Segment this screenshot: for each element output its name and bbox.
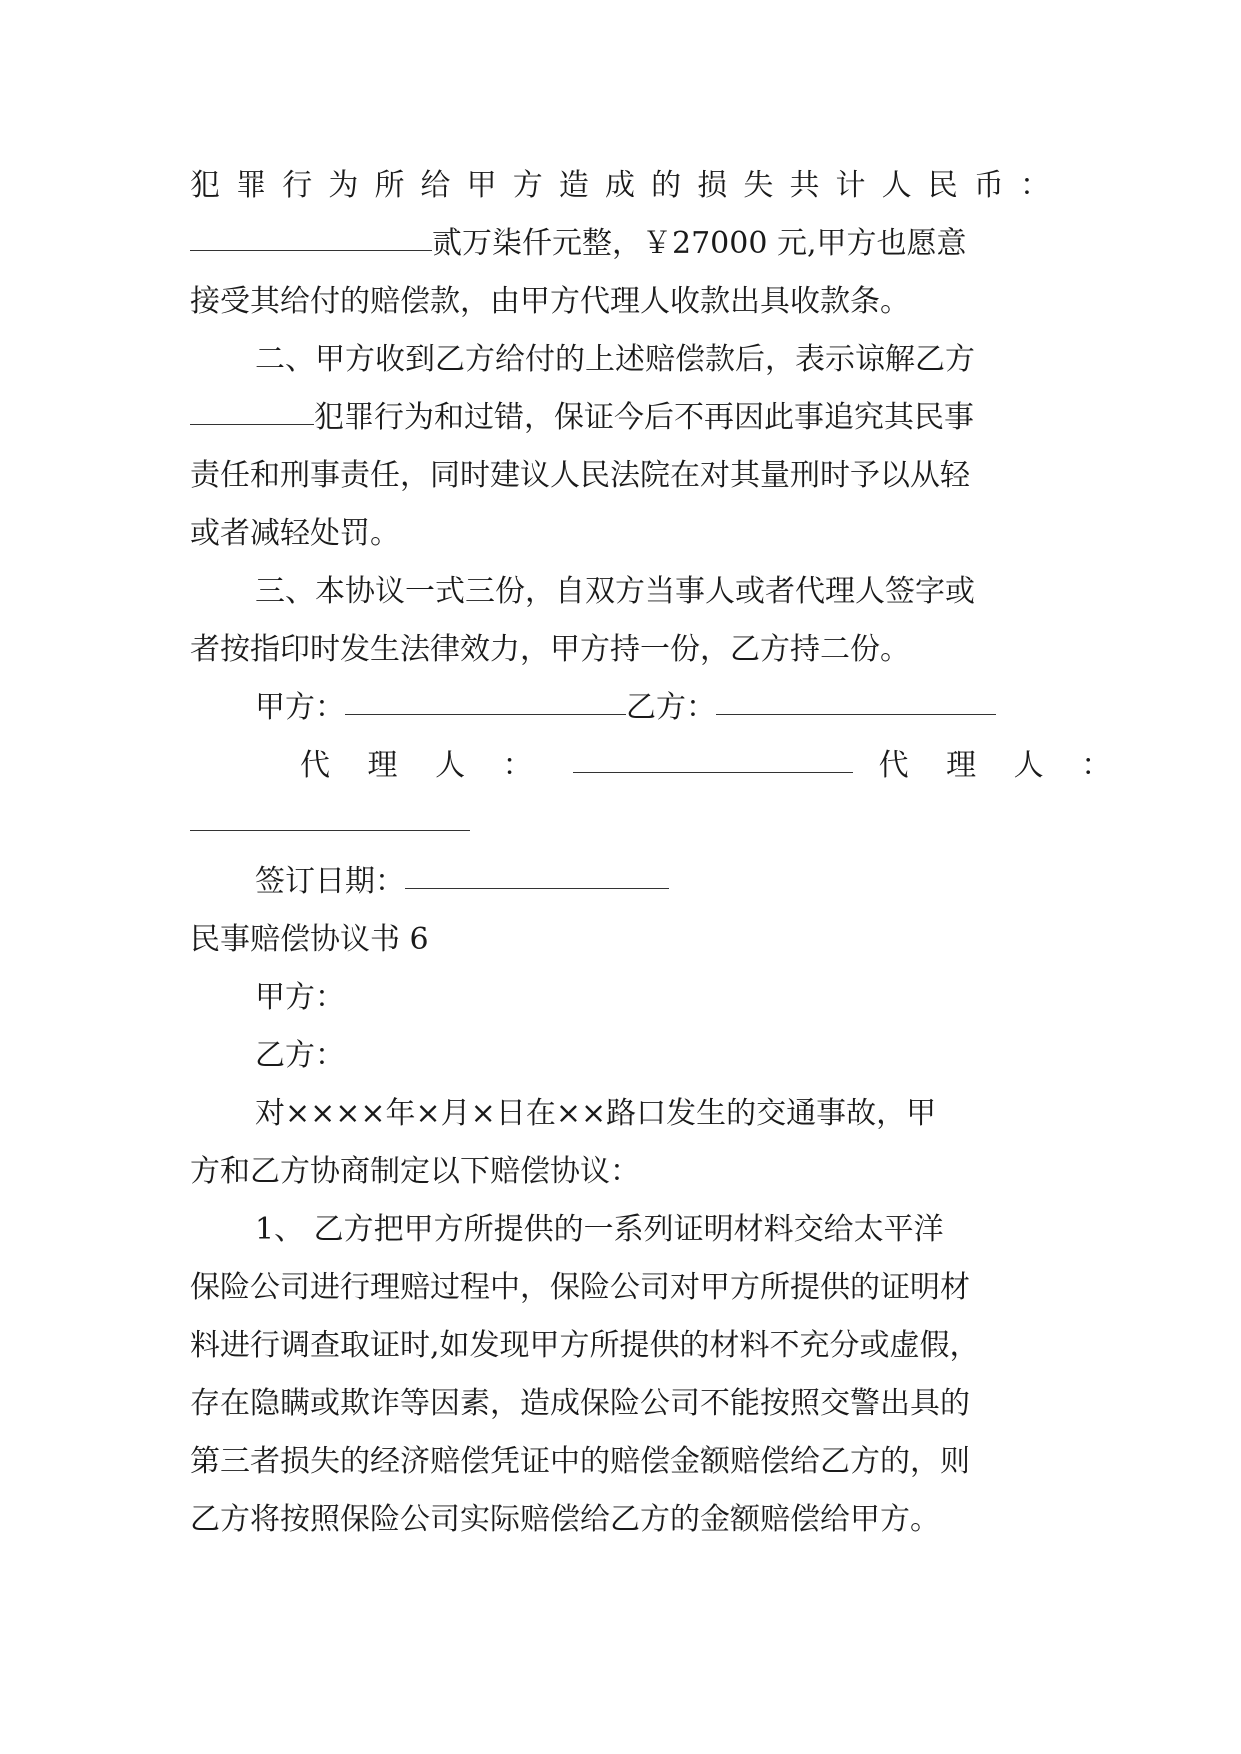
paragraph-5-line-6: 乙方将按照保险公司实际赔偿给乙方的金额赔偿给甲方。: [190, 1502, 940, 1537]
agreement-6-party-b: 乙方：: [255, 1038, 345, 1073]
paragraph-2-line-2-text: 犯罪行为和过错，保证今后不再因此事追究其民事: [314, 400, 974, 435]
paragraph-1-line-3: 接受其给付的赔偿款，由甲方代理人收款出具收款条。: [190, 284, 910, 319]
paragraph-4-line-1: 对××××年×月×日在××路口发生的交通事故，甲: [255, 1096, 937, 1131]
agreement-6-title: 民事赔偿协议书 6: [190, 922, 429, 957]
blank-line: [716, 713, 996, 715]
paragraph-5-line-1: 1、 乙方把甲方所提供的一系列证明材料交给太平洋: [255, 1212, 944, 1247]
signature-parties: [255, 688, 1050, 728]
blank-line: [190, 423, 314, 425]
blank-line: [345, 713, 626, 715]
paragraph-2-line-1: 二、甲方收到乙方给付的上述赔偿款后，表示谅解乙方: [255, 342, 975, 377]
signature-agent-b-blank: [190, 804, 1050, 844]
paragraph-5-line-2: 保险公司进行理赔过程中，保险公司对甲方所提供的证明材: [190, 1270, 970, 1305]
party-b-label: 乙方：: [626, 690, 716, 725]
paragraph-3-line-2: 者按指印时发生法律效力，甲方持一份，乙方持二份。: [190, 632, 910, 667]
agent-a-label: 代 理 人 ：: [300, 748, 547, 783]
agent-b-label: 代 理 人 ：: [878, 748, 1126, 783]
sign-date-label: 签订日期：: [255, 864, 405, 899]
blank-line: [190, 249, 432, 251]
paragraph-4-line-2: 方和乙方协商制定以下赔偿协议：: [190, 1154, 640, 1189]
blank-line: [573, 771, 853, 773]
paragraph-5-line-4: 存在隐瞒或欺诈等因素，造成保险公司不能按照交警出具的: [190, 1386, 970, 1421]
amount-text: 贰万柒仟元整，￥27000 元,甲方也愿意: [432, 226, 967, 261]
blank-line: [190, 829, 470, 831]
paragraph-3-line-1: 三、本协议一式三份，自双方当事人或者代理人签字或: [255, 574, 975, 609]
paragraph-2-line-2: [190, 398, 1050, 438]
paragraph-2-line-3: 责任和刑事责任，同时建议人民法院在对其量刑时予以从轻: [190, 458, 970, 493]
paragraph-2-line-4: 或者减轻处罚。: [190, 516, 400, 551]
paragraph-1-line-1: 犯 罪 行 为 所 给 甲 方 造 成 的 损 失 共 计 人 民 币 ：: [190, 168, 1050, 203]
signature-agents: [300, 746, 1126, 786]
paragraph-1-line-2: [190, 224, 1050, 264]
paragraph-5-line-3: 料进行调查取证时,如发现甲方所提供的材料不充分或虚假，: [190, 1328, 980, 1363]
blank-line: [405, 887, 669, 889]
signature-date: [255, 862, 1050, 902]
paragraph-5-line-5: 第三者损失的经济赔偿凭证中的赔偿金额赔偿给乙方的，则: [190, 1444, 970, 1479]
agreement-6-party-a: 甲方：: [255, 980, 345, 1015]
party-a-label: 甲方：: [255, 690, 345, 725]
